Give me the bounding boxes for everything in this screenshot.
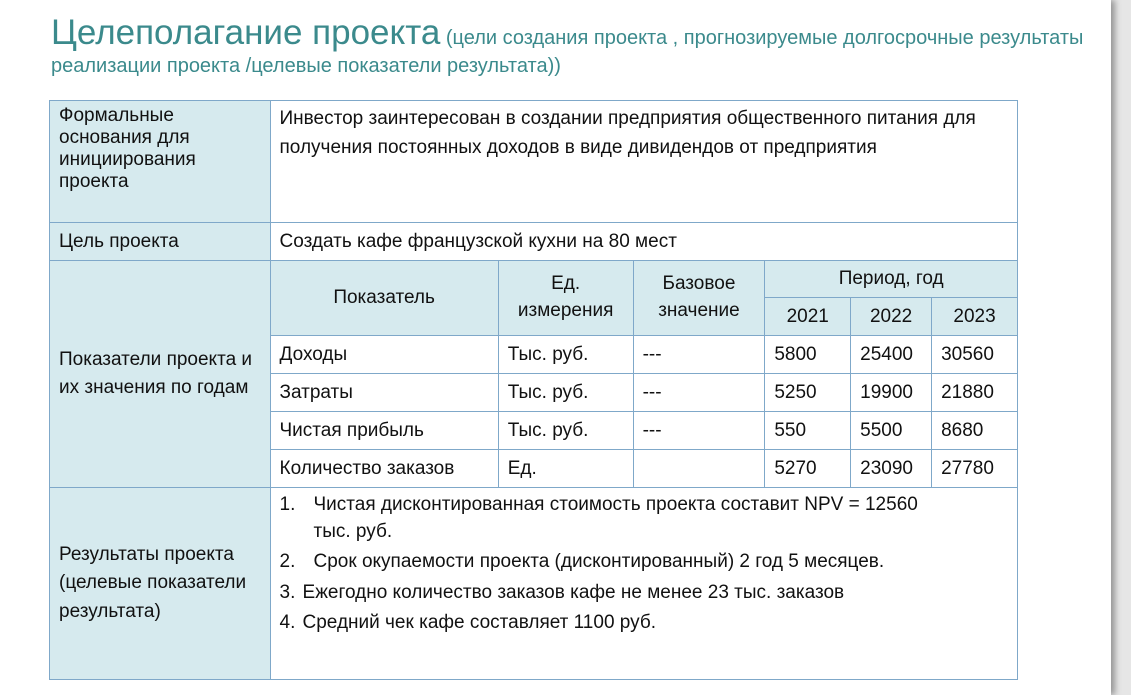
indicators-header-row-1	[50, 261, 1018, 298]
indicator-base	[633, 450, 765, 488]
list-item	[280, 492, 1008, 545]
formal-label: Формальные основания для инициирования проекта	[50, 101, 271, 223]
row-results	[50, 488, 1018, 680]
title-main: Целеполагание проекта	[51, 13, 441, 52]
indicator-base: ---	[633, 412, 765, 450]
list-number: 4.	[279, 612, 296, 634]
indicator-base: ---	[633, 374, 765, 412]
header-indicator: Показатель	[270, 261, 498, 336]
indicator-value: 5270	[765, 450, 851, 488]
indicator-unit: Ед.	[498, 450, 633, 488]
goal-value: Создать кафе французской кухни на 80 мест	[270, 223, 1017, 261]
slide-title	[51, 12, 1101, 78]
indicator-name: Чистая прибыль	[270, 412, 498, 450]
list-number: 3.	[279, 581, 296, 603]
list-text: Срок окупаемости проекта (дисконтированный) 2 год 5 месяцев.	[313, 551, 885, 573]
results-list	[280, 492, 1008, 637]
list-text-continuation: тыс. руб.	[313, 520, 393, 542]
indicator-unit: Тыс. руб.	[498, 374, 633, 412]
indicator-unit: Тыс. руб.	[498, 336, 633, 374]
goal-table	[49, 100, 1018, 680]
indicator-value: 25400	[851, 336, 932, 374]
indicator-value: 8680	[932, 412, 1018, 450]
indicator-name: Доходы	[270, 336, 498, 374]
results-list-cell	[270, 488, 1017, 680]
indicators-label: Показатели проекта и их значения по годам	[50, 261, 271, 488]
goal-label: Цель проекта	[50, 223, 271, 261]
indicator-value: 550	[765, 412, 851, 450]
indicator-value: 27780	[932, 450, 1018, 488]
indicator-value: 30560	[932, 336, 1018, 374]
indicator-value: 5800	[765, 336, 851, 374]
formal-value: Инвестор заинтересован в создании предприятия общественного питания для получения постоянных доходов в виде дивидендов от предприятия	[270, 101, 1017, 223]
indicator-value: 19900	[851, 374, 932, 412]
indicator-value: 23090	[851, 450, 932, 488]
list-item	[280, 580, 1008, 607]
indicator-value: 5250	[765, 374, 851, 412]
header-year: 2022	[851, 298, 932, 336]
row-formal	[50, 101, 1018, 223]
header-period: Период, год	[765, 261, 1018, 298]
indicator-value: 5500	[851, 412, 932, 450]
indicator-value: 21880	[932, 374, 1018, 412]
header-base: Базовое значение	[633, 261, 765, 336]
indicator-name: Затраты	[270, 374, 498, 412]
row-goal	[50, 223, 1018, 261]
list-text: Чистая дисконтированная стоимость проекта составит NPV = 12560	[313, 494, 918, 515]
header-unit: Ед. измерения	[498, 261, 633, 336]
indicator-unit: Тыс. руб.	[498, 412, 633, 450]
header-year: 2023	[932, 298, 1018, 336]
indicator-name: Количество заказов	[270, 450, 498, 488]
results-label: Результаты проекта (целевые показатели результата)	[50, 488, 271, 680]
list-number: 1.	[279, 494, 296, 515]
list-text: Ежегодно количество заказов кафе не менее 23 тыс. заказов	[302, 581, 845, 603]
title-subtitle: (цели создания проекта , прогнозируемые долгосрочные результаты реализации проекта /целевые показатели результата))	[51, 27, 1084, 77]
indicator-base: ---	[633, 336, 765, 374]
list-text: Средний чек кафе составляет 1100 руб.	[302, 612, 657, 634]
list-item	[280, 610, 1008, 637]
header-year: 2021	[765, 298, 851, 336]
list-item	[280, 549, 1008, 576]
list-number: 2.	[279, 551, 296, 573]
